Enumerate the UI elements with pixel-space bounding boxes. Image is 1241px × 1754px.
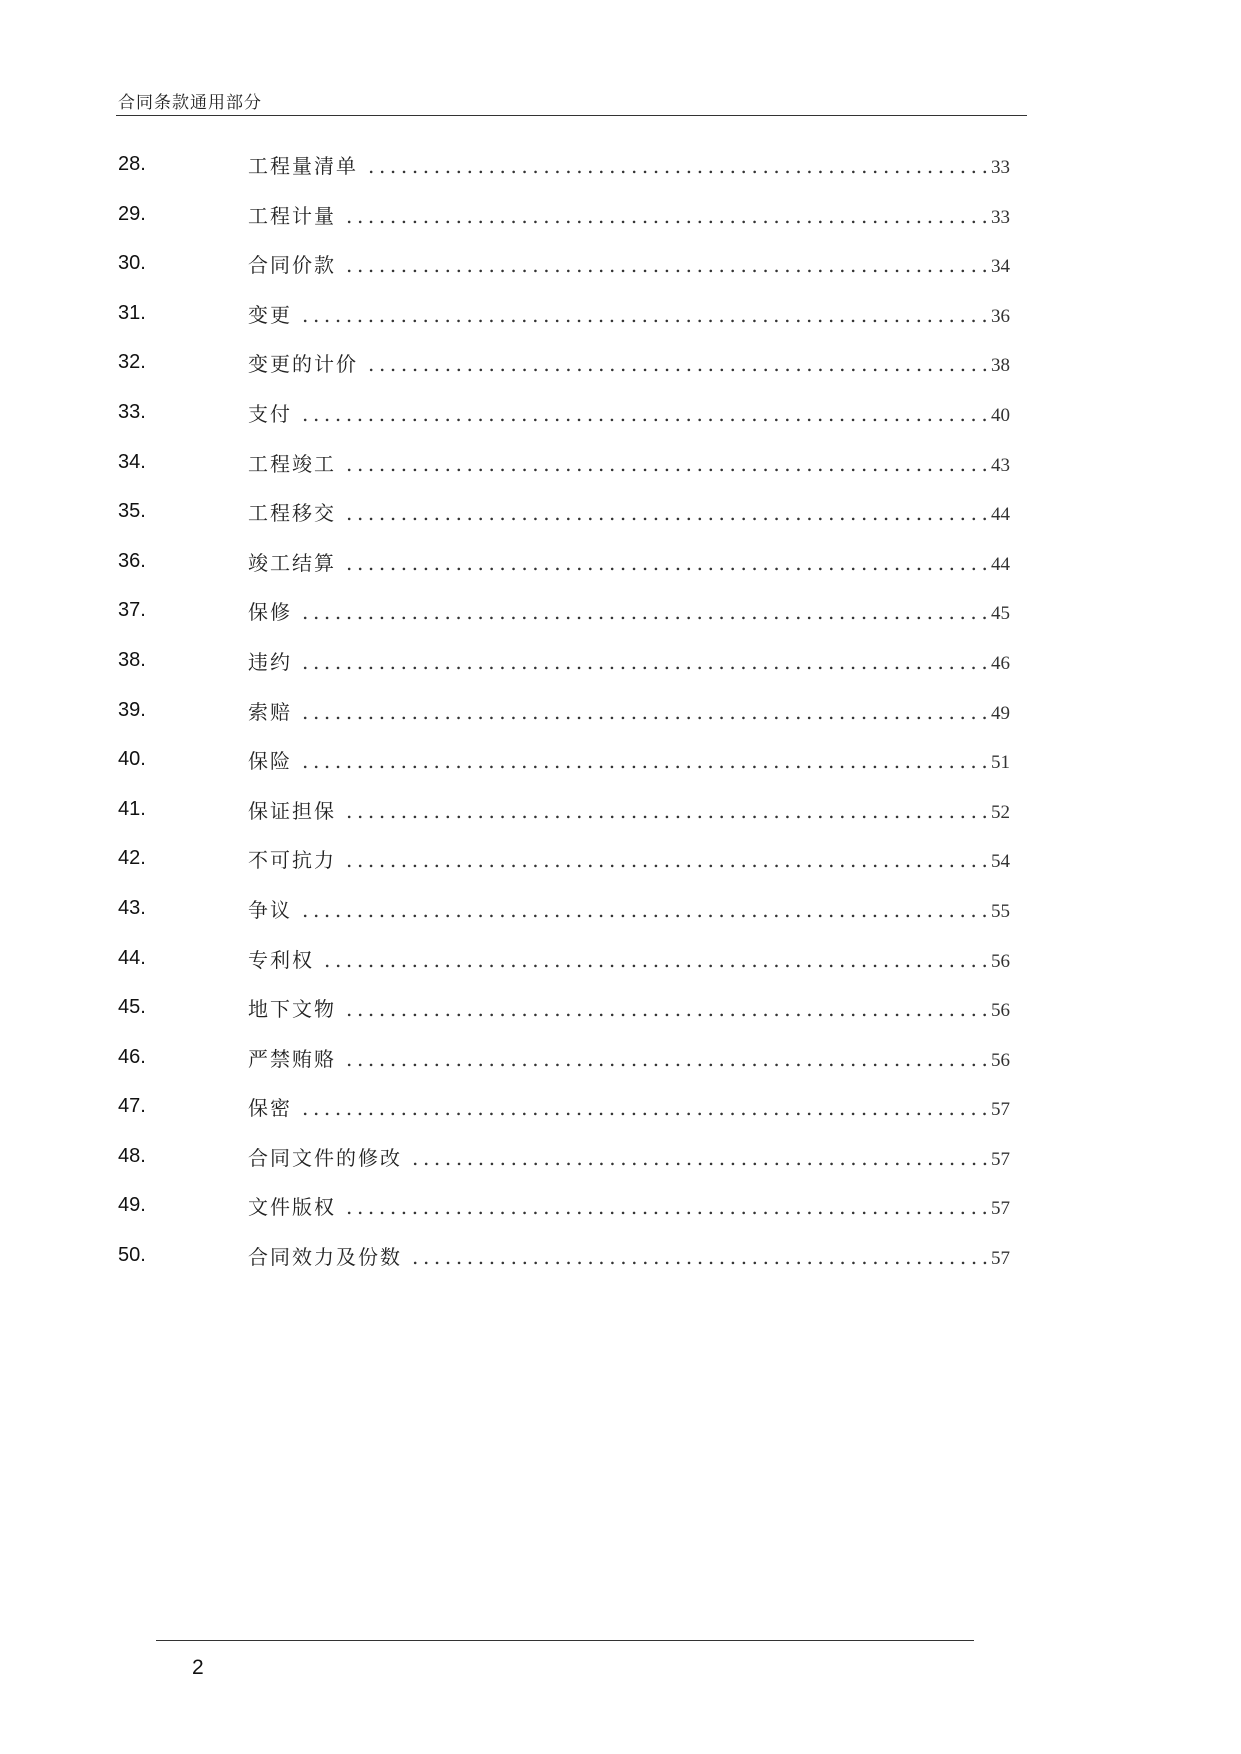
toc-entry-title: 索赔 (248, 699, 292, 724)
toc-entry-number: 44. (118, 946, 146, 969)
toc-entry-number: 29. (118, 202, 146, 225)
toc-dot-leader (336, 799, 989, 823)
toc-entry-line (248, 497, 1010, 526)
toc-entry-number: 28. (118, 153, 146, 175)
toc-entry-title: 变更 (248, 302, 292, 327)
toc-entry-page: 56 (991, 950, 1010, 972)
toc-entry[interactable] (0, 140, 1241, 190)
toc-entry-title: 严禁贿赂 (248, 1046, 336, 1071)
toc-entry-page: 52 (991, 801, 1010, 823)
toc-entry-page: 57 (991, 1148, 1010, 1170)
toc-entry-title: 不可抗力 (248, 848, 336, 873)
toc-entry-title: 文件版权 (248, 1195, 336, 1220)
toc-entry[interactable] (0, 1033, 1241, 1083)
toc-entry-number: 50. (118, 1244, 146, 1267)
toc-dot-leader (292, 700, 989, 724)
toc-dot-leader (292, 600, 989, 624)
toc-dot-leader (402, 1245, 989, 1269)
toc-entry-title: 专利权 (248, 947, 314, 972)
toc-entry-page: 44 (991, 553, 1010, 575)
toc-entry[interactable] (0, 834, 1241, 884)
toc-dot-leader (336, 1047, 989, 1071)
toc-entry[interactable] (0, 735, 1241, 785)
toc-entry-number: 38. (118, 648, 146, 671)
toc-entry-page: 44 (991, 504, 1010, 526)
toc-entry-number: 34. (118, 450, 146, 473)
toc-entry-page: 56 (991, 1049, 1010, 1071)
toc-entry-page: 57 (991, 1248, 1010, 1270)
toc-entry-number: 46. (118, 1045, 146, 1068)
toc-entry-page: 33 (991, 206, 1010, 228)
toc-entry-title: 工程计量 (248, 203, 336, 228)
toc-dot-leader (292, 650, 989, 674)
toc-entry-number: 41. (118, 797, 146, 820)
toc-entry-number: 39. (118, 698, 146, 721)
toc-entry-title: 保证担保 (248, 798, 336, 823)
toc-entry-page: 45 (991, 603, 1010, 625)
toc-entry-line (248, 1043, 1010, 1072)
toc-entry[interactable] (0, 338, 1241, 388)
toc-entry-title: 竣工结算 (248, 550, 336, 575)
toc-entry-number: 47. (118, 1095, 146, 1118)
toc-entry-line (248, 1191, 1010, 1220)
toc-entry-line (248, 1142, 1010, 1171)
toc-entry-line (248, 200, 1010, 229)
toc-entry[interactable] (0, 983, 1241, 1033)
toc-entry-number: 32. (118, 351, 146, 374)
toc-entry-line (248, 944, 1010, 973)
toc-entry[interactable] (0, 1231, 1241, 1281)
toc-entry-line (248, 348, 1010, 377)
toc-entry-line (248, 844, 1010, 873)
toc-dot-leader (336, 848, 989, 872)
toc-dot-leader (336, 551, 989, 575)
toc-entry-page: 34 (991, 256, 1010, 278)
toc-entry-page: 54 (991, 851, 1010, 873)
toc-entry-line (248, 249, 1010, 278)
toc-entry-title: 工程量清单 (248, 154, 358, 178)
toc-entry-page: 40 (991, 404, 1010, 426)
toc-entry-line (248, 696, 1010, 725)
toc-entry-page: 57 (991, 1198, 1010, 1220)
toc-entry[interactable] (0, 934, 1241, 984)
toc-entry-number: 31. (118, 301, 146, 324)
toc-entry-page: 38 (991, 355, 1010, 377)
toc-entry-line (248, 299, 1010, 328)
toc-entry-number: 42. (118, 847, 146, 870)
toc-entry-page: 33 (991, 157, 1010, 178)
toc-entry[interactable] (0, 289, 1241, 339)
toc-entry-page: 55 (991, 900, 1010, 922)
toc-entry-page: 57 (991, 1099, 1010, 1121)
toc-entry-number: 37. (118, 599, 146, 622)
toc-dot-leader (292, 1096, 989, 1120)
toc-entry-page: 36 (991, 305, 1010, 327)
toc-entry[interactable] (0, 1181, 1241, 1231)
header-divider (116, 115, 1027, 116)
toc-entry-title: 合同文件的修改 (248, 1145, 402, 1170)
toc-entry[interactable] (0, 438, 1241, 488)
toc-entry-number: 43. (118, 896, 146, 919)
toc-entry[interactable] (0, 537, 1241, 587)
toc-entry[interactable] (0, 686, 1241, 736)
toc-entry[interactable] (0, 785, 1241, 835)
toc-entry-title: 保修 (248, 600, 292, 625)
toc-dot-leader (292, 898, 989, 922)
toc-entry-line (248, 596, 1010, 625)
page-number: 2 (192, 1656, 204, 1679)
toc-dot-leader (314, 948, 989, 972)
toc-entry-number: 35. (118, 500, 146, 523)
toc-dot-leader (358, 352, 989, 376)
toc-entry-line (248, 993, 1010, 1022)
running-header-title: 合同条款通用部分 (118, 93, 262, 113)
toc-dot-leader (292, 303, 989, 327)
toc-entry-line (248, 150, 1010, 179)
toc-entry-title: 变更的计价 (248, 352, 358, 377)
toc-entry-page: 51 (991, 752, 1010, 774)
toc-entry[interactable] (0, 190, 1241, 240)
footer-divider (156, 1640, 974, 1641)
toc-entry-line (248, 547, 1010, 576)
toc-entry-number: 40. (118, 748, 146, 771)
toc-entry[interactable] (0, 636, 1241, 686)
toc-entry-line (248, 894, 1010, 923)
toc-entry-title: 地下文物 (248, 997, 336, 1022)
toc-entry-line (248, 1092, 1010, 1121)
toc-entry-page: 56 (991, 1000, 1010, 1022)
toc-entry[interactable] (0, 1132, 1241, 1182)
toc-entry-title: 合同价款 (248, 253, 336, 278)
toc-entry-title: 合同效力及份数 (248, 1245, 402, 1270)
toc-entry-line (248, 398, 1010, 427)
toc-entry-title: 保密 (248, 1096, 292, 1121)
toc-dot-leader (336, 253, 989, 277)
toc-entry-number: 36. (118, 549, 146, 572)
toc-entry-number: 33. (118, 400, 146, 423)
toc-entry[interactable] (0, 487, 1241, 537)
toc-entry-number: 30. (118, 252, 146, 275)
toc-dot-leader (292, 749, 989, 773)
toc-entry-line (248, 745, 1010, 774)
toc-entry[interactable] (0, 586, 1241, 636)
toc-dot-leader (336, 452, 989, 476)
toc-entry-line (248, 646, 1010, 675)
toc-entry-title: 支付 (248, 401, 292, 426)
table-of-contents (0, 140, 1241, 1281)
toc-dot-leader (336, 997, 989, 1021)
toc-entry-title: 工程移交 (248, 501, 336, 526)
toc-entry-line (248, 448, 1010, 477)
toc-dot-leader (336, 204, 989, 228)
toc-entry[interactable] (0, 884, 1241, 934)
toc-entry[interactable] (0, 239, 1241, 289)
toc-dot-leader (292, 402, 989, 426)
toc-entry-line (248, 795, 1010, 824)
toc-entry-line (248, 1241, 1010, 1270)
toc-dot-leader (336, 501, 989, 525)
toc-dot-leader (402, 1146, 989, 1170)
toc-entry-number: 48. (118, 1144, 146, 1167)
toc-entry[interactable] (0, 388, 1241, 438)
toc-entry-title: 争议 (248, 897, 292, 922)
toc-entry[interactable] (0, 1082, 1241, 1132)
toc-dot-leader (336, 1195, 989, 1219)
toc-entry-title: 违约 (248, 649, 292, 674)
toc-entry-number: 45. (118, 996, 146, 1019)
toc-entry-title: 工程竣工 (248, 451, 336, 476)
toc-dot-leader (358, 154, 989, 178)
toc-entry-page: 43 (991, 454, 1010, 476)
toc-entry-page: 49 (991, 702, 1010, 724)
toc-entry-number: 49. (118, 1194, 146, 1217)
toc-entry-page: 46 (991, 652, 1010, 674)
toc-entry-title: 保险 (248, 749, 292, 774)
